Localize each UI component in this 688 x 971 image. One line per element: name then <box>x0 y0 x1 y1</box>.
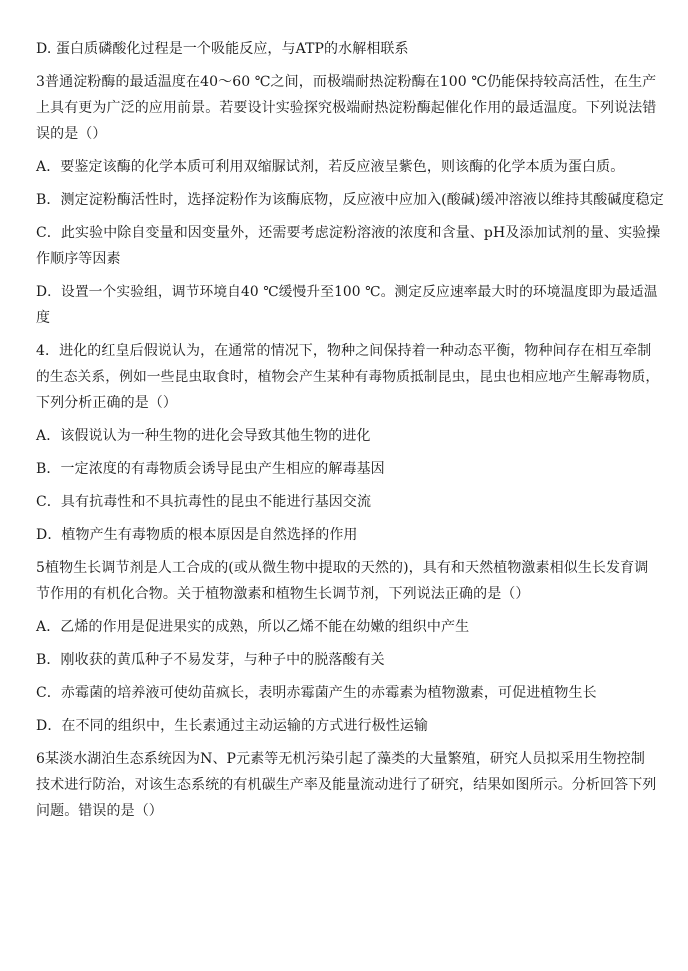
question-3-line-2: 上具有更为广泛的应用前景。若要设计实验探究极端耐热淀粉酶起催化作用的最适温度。下列说法错 <box>36 100 657 116</box>
option-c-q3-line-1: C．此实验中除自变量和因变量外，还需要考虑淀粉溶液的浓度和含量、pH及添加试剂的量、实验操 <box>36 225 661 241</box>
option-a-q4: A．该假说认为一种生物的进化会导致其他生物的进化 <box>36 428 371 444</box>
question-4-line-3: 下列分析正确的是（） <box>36 395 177 411</box>
question-6-line-1: 6某淡水湖泊生态系统因为N、P元素等无机污染引起了藻类的大量繁殖，研究人员拟采用生物控制 <box>36 751 645 767</box>
question-4-line-1: 4．进化的红皇后假说认为，在通常的情况下，物种之间保持着一种动态平衡，物种间存在相互牵制 <box>36 343 652 359</box>
option-b-q3: B．测定淀粉酶活性时，选择淀粉作为该酶底物，反应液中应加入(酸碱)缓冲溶液以维持其酸碱度稳定 <box>36 192 664 208</box>
question-5-line-1: 5植物生长调节剂是人工合成的(或从微生物中提取的天然的)，具有和天然植物激素相似生长发育调 <box>36 560 649 576</box>
question-6-line-3: 问题。错误的是（） <box>36 803 163 819</box>
question-3-line-1: 3普通淀粉酶的最适温度在40～60 ℃之间，而极端耐热淀粉酶在100 ℃仍能保持较高活性，在生产 <box>36 74 657 90</box>
option-a-q5: A．乙烯的作用是促进果实的成熟，所以乙烯不能在幼嫩的组织中产生 <box>36 619 470 635</box>
question-5-line-2: 节作用的有机化合物。关于植物激素和植物生长调节剂，下列说法正确的是（） <box>36 586 530 602</box>
question-3-line-3: 误的是（） <box>36 126 107 142</box>
option-a-q3: A．要鉴定该酶的化学本质可利用双缩脲试剂，若反应液呈紫色，则该酶的化学本质为蛋白质。 <box>36 159 625 175</box>
option-c-q5: C．赤霉菌的培养液可使幼苗疯长，表明赤霉菌产生的赤霉素为植物激素，可促进植物生长 <box>36 685 597 701</box>
option-c-q4: C．具有抗毒性和不具抗毒性的昆虫不能进行基因交流 <box>36 494 372 510</box>
option-c-q3-line-2: 作顺序等因素 <box>36 251 121 267</box>
option-b-q5: B．刚收获的黄瓜种子不易发芽，与种子中的脱落酸有关 <box>36 652 385 668</box>
option-d-q4: D．植物产生有毒物质的根本原因是自然选择的作用 <box>36 527 358 543</box>
question-6-line-2: 技术进行防治，对该生态系统的有机碳生产率及能量流动进行了研究，结果如图所示。分析回答下列 <box>36 777 657 793</box>
option-d-q3-line-2: 度 <box>36 310 51 326</box>
question-4-line-2: 的生态关系，例如一些昆虫取食时，植物会产生某种有毒物质抵制昆虫，昆虫也相应地产生解毒物质， <box>36 369 660 385</box>
option-d-q2: D. 蛋白质磷酸化过程是一个吸能反应，与ATP的水解相联系 <box>36 41 409 57</box>
option-d-q5: D．在不同的组织中，生长素通过主动运输的方式进行极性运输 <box>36 718 429 734</box>
option-b-q4: B．一定浓度的有毒物质会诱导昆虫产生相应的解毒基因 <box>36 461 385 477</box>
option-d-q3-line-1: D．设置一个实验组，调节环境自40 ℃缓慢升至100 ℃。测定反应速率最大时的环境温度即为最适温 <box>36 284 658 300</box>
